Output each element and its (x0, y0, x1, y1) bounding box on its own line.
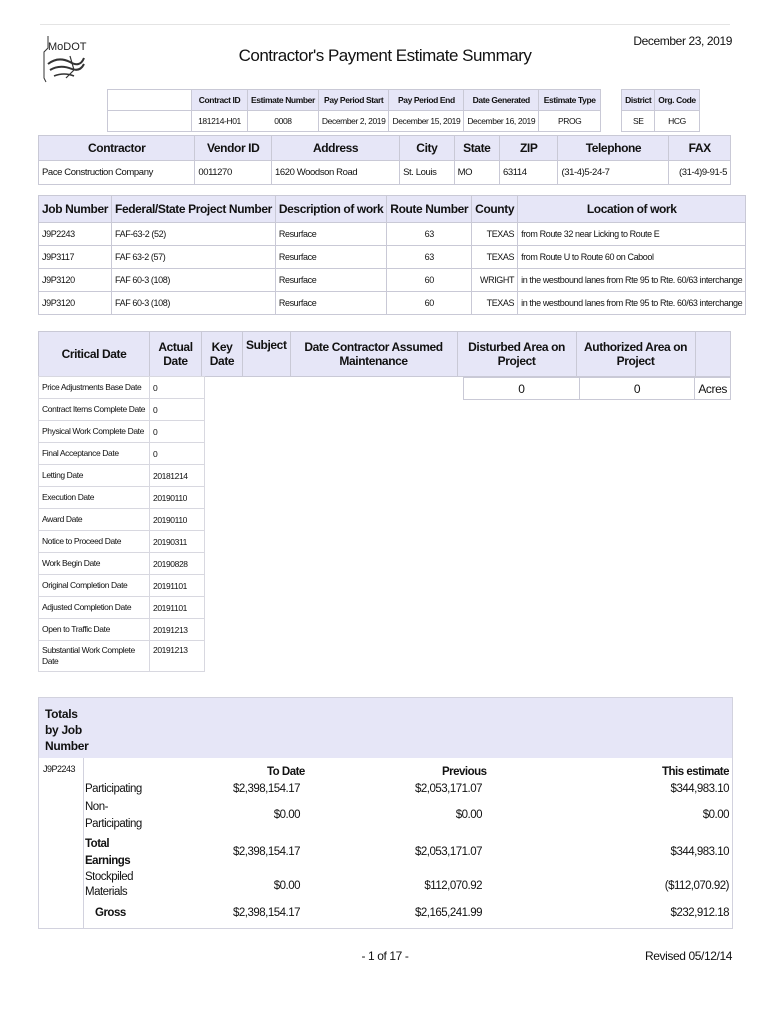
table-row (39, 399, 205, 421)
document-title: Contractor's Payment Estimate Summary (238, 46, 532, 65)
critical-date-label: Award Date (39, 509, 150, 531)
this-non-participating: $0.00 (702, 809, 729, 821)
header-fax: FAX (669, 136, 731, 161)
job-number-cell: J9P2243 (39, 223, 112, 246)
header-date-generated: Date Generated (464, 90, 539, 111)
top-rule (40, 24, 730, 25)
critical-date-label: Substantial Work Complete Date (39, 641, 150, 672)
city-value: St. Louis (400, 161, 454, 185)
header-disturbed-area: Disturbed Area on Project (457, 332, 576, 377)
location-cell: from Route 32 near Licking to Route E (518, 223, 746, 246)
critical-date-label: Price Adjustments Base Date (39, 377, 150, 399)
location-cell: in the westbound lanes from Rte 95 to Rte. 60/63 interchange (518, 292, 746, 315)
table-row (39, 619, 205, 641)
date-generated-value: December 16, 2019 (464, 111, 539, 132)
critical-date-label: Letting Date (39, 465, 150, 487)
header-location: Location of work (518, 196, 746, 223)
row-label-total-earnings: Total Earnings (85, 838, 131, 867)
to-date-stockpiled: $0.00 (273, 880, 300, 892)
header-project-number: Federal/State Project Number (112, 196, 276, 223)
page-number: - 1 of 17 - (361, 949, 409, 963)
this-stockpiled: ($112,070.92) (664, 880, 729, 892)
critical-date-label: Adjusted Completion Date (39, 597, 150, 619)
header-city: City (400, 136, 454, 161)
disturbed-area-value: 0 (464, 378, 580, 400)
spacer (601, 111, 622, 132)
route-cell: 60 (387, 269, 472, 292)
table-row (39, 641, 205, 672)
org-code-value: HCG (655, 111, 700, 132)
critical-date-value: 20190311 (150, 531, 205, 553)
table-row (39, 553, 205, 575)
zip-value: 63114 (499, 161, 558, 185)
row-label-stockpiled: Stockpiled Materials (85, 871, 134, 898)
header-zip: ZIP (499, 136, 558, 161)
critical-date-value: 20190110 (150, 509, 205, 531)
header-estimate-type: Estimate Type (539, 90, 601, 111)
row-label-participating: Participating (85, 783, 142, 795)
this-participating: $344,983.10 (670, 783, 729, 795)
estimate-type-value: PROG (539, 111, 601, 132)
job-number-cell: J9P3120 (39, 269, 112, 292)
header-pay-period-end: Pay Period End (389, 90, 464, 111)
critical-date-value: 0 (150, 443, 205, 465)
header-telephone: Telephone (558, 136, 669, 161)
table-row (39, 246, 746, 269)
table-row (39, 377, 205, 399)
critical-date-label: Physical Work Complete Date (39, 421, 150, 443)
col-this-estimate: This estimate (662, 766, 729, 778)
header-description: Description of work (275, 196, 386, 223)
previous-non-participating: $0.00 (455, 809, 482, 821)
state-value: MO (454, 161, 499, 185)
critical-date-label: Open to Traffic Date (39, 619, 150, 641)
critical-date-label: Execution Date (39, 487, 150, 509)
totals-job-number: J9P2243 (43, 764, 76, 774)
this-gross: $232,912.18 (670, 907, 729, 919)
logo-text: MoDOT (48, 41, 87, 53)
table-row (39, 223, 746, 246)
critical-date-label: Notice to Proceed Date (39, 531, 150, 553)
critical-date-value: 20190110 (150, 487, 205, 509)
critical-date-value: 0 (150, 377, 205, 399)
critical-date-value: 0 (150, 421, 205, 443)
critical-date-label: Original Completion Date (39, 575, 150, 597)
to-date-non-participating: $0.00 (273, 809, 300, 821)
this-total-earnings: $344,983.10 (670, 846, 729, 858)
previous-total-earnings: $2,053,171.07 (414, 846, 482, 858)
contract-id-value: 181214-H01 (192, 111, 248, 132)
header-job-number: Job Number (39, 196, 112, 223)
estimate-number-value: 0008 (248, 111, 319, 132)
header-unit-blank (695, 332, 730, 377)
table-row (39, 465, 205, 487)
table-row (39, 531, 205, 553)
critical-date-value: 20191101 (150, 575, 205, 597)
contract-blank-cell (108, 111, 192, 132)
table-row (39, 487, 205, 509)
table-row (39, 597, 205, 619)
header-contract-id: Contract ID (192, 90, 248, 111)
previous-stockpiled: $112,070.92 (424, 880, 482, 892)
critical-date-label: Final Acceptance Date (39, 443, 150, 465)
spacer (601, 90, 622, 111)
table-row (39, 575, 205, 597)
critical-date-label: Contract Items Complete Date (39, 399, 150, 421)
county-cell: WRIGHT (472, 269, 518, 292)
county-cell: TEXAS (472, 292, 518, 315)
header-address: Address (272, 136, 400, 161)
vendor-id-value: 0011270 (195, 161, 272, 185)
job-number-cell: J9P3120 (39, 292, 112, 315)
table-row (39, 421, 205, 443)
project-number-cell: FAF-63-2 (52) (112, 223, 276, 246)
district-value: SE (622, 111, 655, 132)
critical-date-value: 20191101 (150, 597, 205, 619)
table-row (39, 269, 746, 292)
critical-date-value: 0 (150, 399, 205, 421)
telephone-value: (31-4)5-24-7 (558, 161, 669, 185)
authorized-area-value: 0 (579, 378, 695, 400)
header-pay-period-start: Pay Period Start (318, 90, 389, 111)
area-values (463, 377, 731, 400)
project-number-cell: FAF 60-3 (108) (112, 292, 276, 315)
county-cell: TEXAS (472, 223, 518, 246)
contractor-name-value: Pace Construction Company (39, 161, 195, 185)
description-cell: Resurface (275, 292, 386, 315)
description-cell: Resurface (275, 246, 386, 269)
header-contractor: Contractor (39, 136, 195, 161)
table-row (39, 443, 205, 465)
pay-period-end-value: December 15, 2019 (389, 111, 464, 132)
table-row (39, 292, 746, 315)
pay-period-start-value: December 2, 2019 (318, 111, 389, 132)
totals-header (39, 698, 732, 758)
revised-date: Revised 05/12/14 (645, 949, 732, 963)
project-number-cell: FAF 60-3 (108) (112, 269, 276, 292)
fax-value: (31-4)9-91-5 (669, 161, 731, 185)
critical-date-value: 20190828 (150, 553, 205, 575)
contract-info-table (107, 89, 700, 132)
critical-date-value: 20181214 (150, 465, 205, 487)
header-state: State (454, 136, 499, 161)
job-number-cell: J9P3117 (39, 246, 112, 269)
header-county: County (472, 196, 518, 223)
previous-gross: $2,165,241.99 (414, 907, 482, 919)
critical-date-label: Work Begin Date (39, 553, 150, 575)
row-label-gross: Gross (95, 907, 126, 919)
critical-date-value: 20191213 (150, 619, 205, 641)
header-org-code: Org. Code (655, 90, 700, 111)
route-cell: 63 (387, 246, 472, 269)
address-value: 1620 Woodson Road (272, 161, 400, 185)
description-cell: Resurface (275, 269, 386, 292)
route-cell: 60 (387, 292, 472, 315)
table-row (39, 509, 205, 531)
job-table (38, 195, 746, 315)
county-cell: TEXAS (472, 246, 518, 269)
header-key-date: Key Date (202, 332, 243, 377)
location-cell: from Route U to Route 60 on Cabool (518, 246, 746, 269)
header-vendor-id: Vendor ID (195, 136, 272, 161)
col-previous: Previous (442, 766, 487, 778)
header-maintenance: Date Contractor Assumed Maintenance (290, 332, 457, 377)
totals-heading: Totals by Job Number (45, 707, 89, 753)
totals-section (38, 697, 733, 929)
area-unit: Acres (695, 378, 731, 400)
critical-dates-header (38, 331, 731, 377)
description-cell: Resurface (275, 223, 386, 246)
header-subject: Subject (243, 332, 291, 377)
header-route-number: Route Number (387, 196, 472, 223)
project-number-cell: FAF 63-2 (57) (112, 246, 276, 269)
to-date-gross: $2,398,154.17 (232, 907, 300, 919)
location-cell: in the westbound lanes from Rte 95 to Rte. 60/63 interchange (518, 269, 746, 292)
header-district: District (622, 90, 655, 111)
critical-dates-table (38, 376, 205, 672)
col-to-date: To Date (267, 766, 305, 778)
header-authorized-area: Authorized Area on Project (576, 332, 695, 377)
header-actual-date: Actual Date (150, 332, 202, 377)
contractor-table (38, 135, 731, 185)
to-date-total-earnings: $2,398,154.17 (232, 846, 300, 858)
header-critical-date: Critical Date (39, 332, 150, 377)
previous-participating: $2,053,171.07 (414, 783, 482, 795)
to-date-participating: $2,398,154.17 (232, 783, 300, 795)
row-label-non-participating: Non-Participating (85, 801, 142, 830)
route-cell: 63 (387, 223, 472, 246)
header-estimate-number: Estimate Number (248, 90, 319, 111)
contract-blank-cell (108, 90, 192, 111)
document-date: December 23, 2019 (633, 34, 732, 48)
critical-date-value: 20191213 (150, 641, 205, 672)
